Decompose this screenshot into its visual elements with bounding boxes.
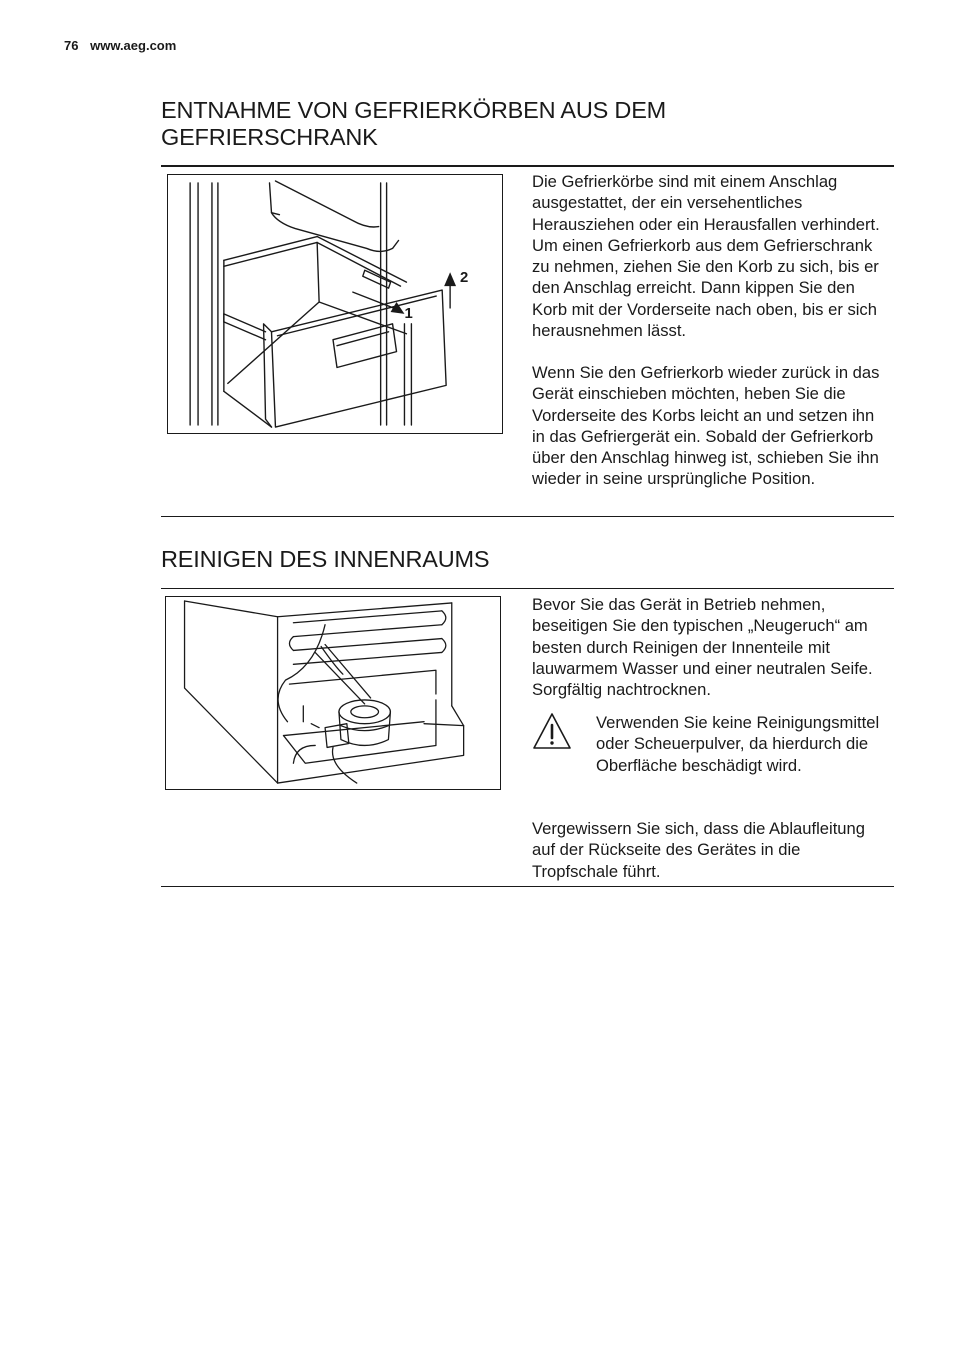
basket-removal-illustration xyxy=(167,174,503,434)
label-arrow-1: 1 xyxy=(404,305,413,322)
section-title-basket-removal xyxy=(161,97,666,151)
section-divider-bottom xyxy=(161,516,894,517)
basket-reinsert-text: Wenn Sie den Gefrierkorb wieder zurück in das Gerät einschieben möchten, heben Sie die Vorderseite des Korbs leicht an und setzen ihn in das Gefriergerät ein. Sobald der Gefrierkorb über den Anschlag hinweg ist, schieben Sie ihn wieder in seine ursprüngliche Position. xyxy=(532,363,880,489)
warning-text: Verwenden Sie keine Reinigungsmittel oder Scheuerpulver, da hierdurch die Oberfläche beschädigt wird. xyxy=(596,713,880,775)
basket-removal-text: Die Gefrierkörbe sind mit einem Anschlag ausgestattet, der ein versehentliches Herausziehen oder ein Herausfallen verhindert. Um einen Gefrierkorb aus dem Gefrierschrank zu nehmen, ziehen Sie den Korb zu sich, bis er den Anschlag erreicht. Dann kippen Sie den Korb mit der Vorderseite nach oben, bis er sich herausnehmen lässt. xyxy=(532,172,880,341)
interior-cleaning-illustration xyxy=(165,596,501,790)
title-line-1: ENTNAHME VON GEFRIERKÖRBEN AUS DEM xyxy=(161,97,667,123)
section-divider-top-2 xyxy=(161,588,894,589)
drain-check-text: Vergewissern Sie sich, dass die Ablaufleitung auf der Rückseite des Gerätes in die Tropfschale führt. xyxy=(532,819,865,881)
drain-drawing xyxy=(166,597,500,789)
page-header xyxy=(64,38,176,53)
section-divider-top xyxy=(161,165,894,167)
basket-drawing xyxy=(168,175,502,433)
title-line-2: GEFRIERSCHRANK xyxy=(161,124,378,150)
interior-cleaning-text: Bevor Sie das Gerät in Betrieb nehmen, beseitigen Sie den typischen „Neugeruch“ am besten durch Reinigen der Innenteile mit lauwarmem Wasser und einer neutralen Seife. Sorgfältig nachtrocknen. xyxy=(532,595,873,700)
section-divider-bottom-2 xyxy=(161,886,894,887)
website-url[interactable]: www.aeg.com xyxy=(90,38,177,53)
section-title-interior-cleaning: REINIGEN DES INNENRAUMS xyxy=(161,546,490,572)
label-arrow-2: 2 xyxy=(460,270,469,287)
page-number: 76 xyxy=(64,38,79,53)
warning-triangle-icon xyxy=(532,712,572,750)
